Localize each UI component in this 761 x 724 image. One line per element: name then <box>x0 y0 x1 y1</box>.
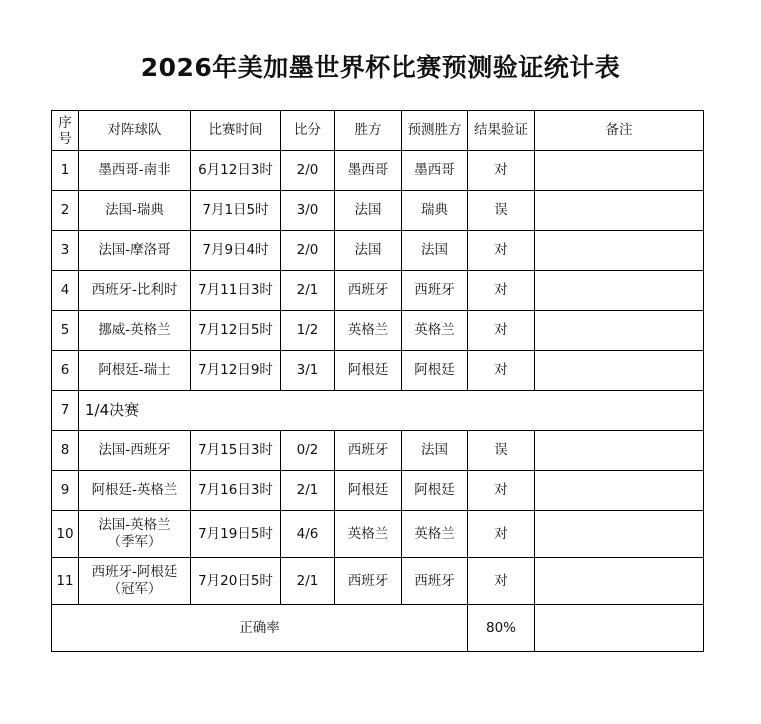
cell-note <box>535 311 704 351</box>
table-row <box>52 558 704 605</box>
cell-verify: 对 <box>468 151 535 191</box>
cell-verify: 对 <box>468 231 535 271</box>
cell-match: 墨西哥-南非 <box>79 151 191 191</box>
cell-score: 2/0 <box>281 151 335 191</box>
header-time: 比赛时间 <box>191 111 281 151</box>
table-row <box>52 311 704 351</box>
header-verify: 结果验证 <box>468 111 535 151</box>
cell-match <box>79 511 191 558</box>
cell-score: 2/1 <box>281 558 335 605</box>
cell-winner: 英格兰 <box>335 511 402 558</box>
cell-match: 法国-摩洛哥 <box>79 231 191 271</box>
header-winner: 胜方 <box>335 111 402 151</box>
cell-winner: 法国 <box>335 231 402 271</box>
cell-note <box>535 151 704 191</box>
cell-no: 6 <box>52 351 79 391</box>
cell-predicted: 瑞典 <box>402 191 468 231</box>
cell-score: 4/6 <box>281 511 335 558</box>
header-predicted: 预测胜方 <box>402 111 468 151</box>
cell-verify: 误 <box>468 191 535 231</box>
match-name: 西班牙-阿根廷 <box>91 564 178 580</box>
header-match: 对阵球队 <box>79 111 191 151</box>
cell-winner: 阿根廷 <box>335 471 402 511</box>
cell-no: 1 <box>52 151 79 191</box>
cell-score: 2/1 <box>281 471 335 511</box>
cell-time: 7月20日5时 <box>191 558 281 605</box>
cell-no: 11 <box>52 558 79 605</box>
table-row <box>52 271 704 311</box>
cell-no: 3 <box>52 231 79 271</box>
cell-predicted: 法国 <box>402 431 468 471</box>
cell-no: 4 <box>52 271 79 311</box>
cell-score: 0/2 <box>281 431 335 471</box>
cell-match <box>79 558 191 605</box>
cell-note <box>535 191 704 231</box>
cell-predicted: 西班牙 <box>402 558 468 605</box>
cell-verify: 对 <box>468 558 535 605</box>
cell-score: 2/1 <box>281 271 335 311</box>
cell-score: 2/0 <box>281 231 335 271</box>
section-row <box>52 391 704 431</box>
cell-match: 阿根廷-瑞士 <box>79 351 191 391</box>
cell-predicted: 阿根廷 <box>402 351 468 391</box>
cell-score: 3/0 <box>281 191 335 231</box>
cell-winner: 英格兰 <box>335 311 402 351</box>
cell-winner: 阿根廷 <box>335 351 402 391</box>
cell-winner: 西班牙 <box>335 271 402 311</box>
table-row <box>52 431 704 471</box>
cell-verify: 对 <box>468 511 535 558</box>
table-row <box>52 351 704 391</box>
match-name: 法国-英格兰 <box>98 517 171 533</box>
cell-match: 法国-瑞典 <box>79 191 191 231</box>
cell-no: 10 <box>52 511 79 558</box>
cell-predicted: 法国 <box>402 231 468 271</box>
section-label: 1/4决赛 <box>79 391 704 431</box>
cell-note <box>535 511 704 558</box>
cell-note <box>535 231 704 271</box>
prediction-table <box>51 110 704 652</box>
cell-no: 8 <box>52 431 79 471</box>
cell-winner: 西班牙 <box>335 558 402 605</box>
cell-predicted: 英格兰 <box>402 311 468 351</box>
match-stage: （季军） <box>107 534 162 550</box>
cell-verify: 对 <box>468 471 535 511</box>
accuracy-row <box>52 605 704 652</box>
table-row <box>52 511 704 558</box>
cell-predicted: 墨西哥 <box>402 151 468 191</box>
cell-time: 7月1日5时 <box>191 191 281 231</box>
header-note: 备注 <box>535 111 704 151</box>
cell-no: 5 <box>52 311 79 351</box>
cell-time: 7月12日5时 <box>191 311 281 351</box>
cell-winner: 墨西哥 <box>335 151 402 191</box>
header-row <box>52 111 704 151</box>
cell-match: 挪威-英格兰 <box>79 311 191 351</box>
page-title: 2026年美加墨世界杯比赛预测验证统计表 <box>140 53 621 82</box>
cell-match: 法国-西班牙 <box>79 431 191 471</box>
cell-verify: 对 <box>468 351 535 391</box>
cell-score: 3/1 <box>281 351 335 391</box>
accuracy-note <box>535 605 704 652</box>
cell-note <box>535 558 704 605</box>
cell-time: 7月16日3时 <box>191 471 281 511</box>
cell-note <box>535 471 704 511</box>
match-stage: （冠军） <box>107 581 162 597</box>
cell-time: 6月12日3时 <box>191 151 281 191</box>
cell-note <box>535 431 704 471</box>
table-row <box>52 231 704 271</box>
cell-winner: 西班牙 <box>335 431 402 471</box>
cell-no: 7 <box>52 391 79 431</box>
cell-note <box>535 271 704 311</box>
cell-no: 2 <box>52 191 79 231</box>
cell-no: 9 <box>52 471 79 511</box>
header-seq: 序号 <box>52 111 79 151</box>
cell-verify: 对 <box>468 271 535 311</box>
cell-match: 西班牙-比利时 <box>79 271 191 311</box>
cell-time: 7月9日4时 <box>191 231 281 271</box>
accuracy-label: 正确率 <box>52 605 468 652</box>
cell-predicted: 西班牙 <box>402 271 468 311</box>
table-row <box>52 151 704 191</box>
cell-note <box>535 351 704 391</box>
cell-time: 7月19日5时 <box>191 511 281 558</box>
cell-verify: 对 <box>468 311 535 351</box>
table-row <box>52 191 704 231</box>
cell-winner: 法国 <box>335 191 402 231</box>
table-row <box>52 471 704 511</box>
accuracy-value: 80% <box>468 605 535 652</box>
cell-predicted: 阿根廷 <box>402 471 468 511</box>
cell-match: 阿根廷-英格兰 <box>79 471 191 511</box>
cell-time: 7月11日3时 <box>191 271 281 311</box>
header-score: 比分 <box>281 111 335 151</box>
cell-time: 7月15日3时 <box>191 431 281 471</box>
cell-verify: 误 <box>468 431 535 471</box>
cell-time: 7月12日9时 <box>191 351 281 391</box>
cell-score: 1/2 <box>281 311 335 351</box>
cell-predicted: 英格兰 <box>402 511 468 558</box>
